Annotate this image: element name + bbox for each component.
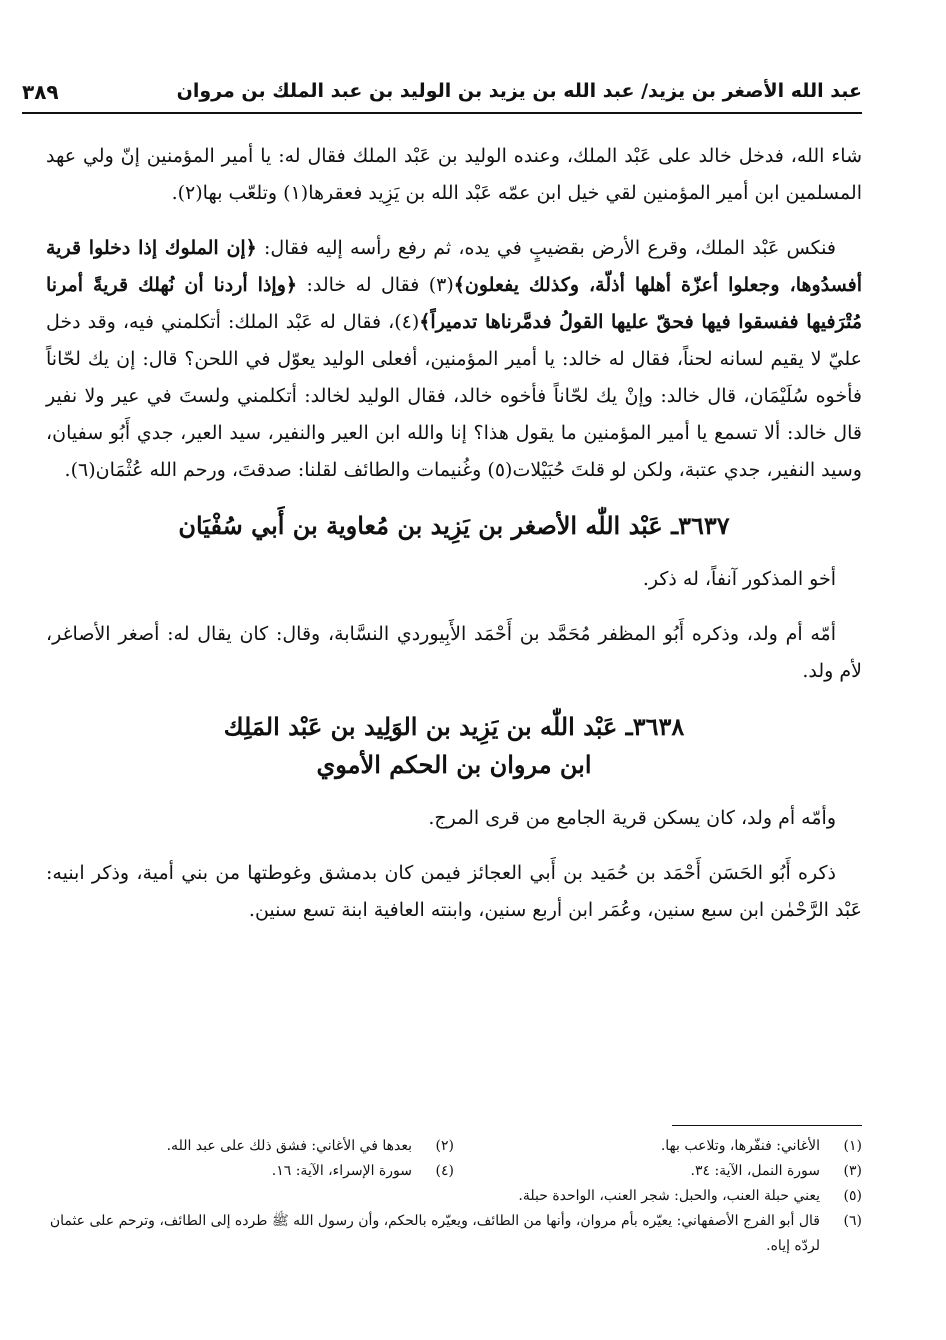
text-run: (٣) فقال له خالد: bbox=[297, 274, 454, 296]
footnote bbox=[46, 1134, 454, 1159]
paragraph: وأمّه أم ولد، كان يسكن قرية الجامع من قرى المرج. bbox=[428, 807, 836, 829]
entry-heading-line: ٣٦٣٨ـ عَبْد اللّٰه بن يَزِيد بن الوَلِيد بن عَبْد المَلِك bbox=[223, 712, 685, 741]
footnote-text: سورة الإسراء، الآية: ١٦. bbox=[271, 1163, 412, 1179]
footnote-text: بعدها في الأغاني: فشق ذلك على عبد الله. bbox=[166, 1138, 412, 1154]
main-text bbox=[46, 138, 862, 947]
footnote-number: (١) bbox=[843, 1138, 862, 1154]
footnote-row bbox=[46, 1184, 862, 1209]
footnote bbox=[46, 1184, 862, 1209]
text-run: فنكس عَبْد الملك، وقرع الأرض بقضيبٍ في يده، ثم رفع رأسه إليه فقال: bbox=[256, 237, 836, 259]
paragraph: ذكره أَبُو الحَسَن أَحْمَد بن حُمَيد بن أَبي العجائز فيمن كان بدمشق وغوطتها من بني أمية، وذكر ابنيه: عَبْد الرَّحْمٰن ابن سبع سنين، وعُمَر ابن أربع سنين، وابنته العافية ابنة تسع سنين. bbox=[46, 862, 862, 921]
footnote-separator bbox=[672, 1125, 862, 1126]
footnote-text: يعني حبلة العنب، والحبل: شجر العنب، الواحدة حبلة. bbox=[518, 1188, 820, 1204]
entry-heading: ٣٦٣٧ـ عَبْد اللّٰه الأصغر بن يَزِيد بن مُعاوية بن أَبي سُفْيَان bbox=[178, 511, 730, 540]
paragraph bbox=[46, 230, 862, 489]
footnote bbox=[46, 1209, 862, 1259]
text-run: (٤)، فقال له عَبْد الملك: أتكلمني فيه، وقد دخل عليّ لا يقيم لسانه لحناً، فقال له خالد: يا أمير المؤمنين، أفعلى الوليد يعوّل في اللحن؟ قال: إن يك لحّاناً فأخوه سُلَيْمَان، قال خالد: وإنْ يك لحّاناً فأخوه خالد، فقال الوليد لخالد: أتكلمني ولستَ في عير ولا نفير قال خالد: ألا تسمع يا أمير المؤمنين ما يقول هذا؟ إنا والله ابن العير والنفير، سيد العير، جدي أَبُو سفيان، وسيد النفير، جدي عتبة، ولكن لو قلتَ حُبَيْلات(٥) وغُنيمات والطائف لقلنا: صدقتَ، ورحم الله عُثْمَان(٦). bbox=[46, 311, 862, 481]
entry-heading-line: ابن مروان بن الحكم الأموي bbox=[316, 750, 592, 779]
paragraph: أمّه أم ولد، وذكره أَبُو المظفر مُحَمَّد بن أَحْمَد الأَبِيوردي النسَّابة، وقال: كان يقال له: أصغر الأصاغر، لأم ولد. bbox=[46, 623, 862, 682]
footnote-row bbox=[46, 1134, 862, 1159]
page-number: ٣٨٩ bbox=[22, 80, 59, 104]
footnote-text: الأغاني: فنفّرها، وتلاعب بها. bbox=[660, 1138, 820, 1154]
footnote-row bbox=[46, 1209, 862, 1259]
footnote-row bbox=[46, 1159, 862, 1184]
footnote-number: (٥) bbox=[843, 1188, 862, 1204]
quran-quote: ﴿وإذا أردنا أن نُهلك قريةً أمرنا مُتْرَفيها ففسقوا فيها فحقّ عليها القولُ فدمَّرناها تدميراً﴾ bbox=[46, 274, 862, 333]
quran-quote: ﴿إن الملوك إذا دخلوا قرية أفسدُوها، وجعلوا أعزّة أهلها أذلّة، وكذلك يفعلون﴾ bbox=[46, 237, 862, 296]
footnotes bbox=[46, 1134, 862, 1259]
footnote-number: (٦) bbox=[843, 1213, 862, 1229]
paragraph: شاء الله، فدخل خالد على عَبْد الملك، وعنده الوليد بن عَبْد الملك فقال له: يا أمير المؤمنين إنّ ولي عهد المسلمين ابن أمير المؤمنين لقي خيل ابن عمّه عَبْد الله بن يَزِيد فعقرها(١) وتلعّب بها(٢). bbox=[46, 145, 862, 204]
footnote bbox=[454, 1159, 862, 1184]
footnote-number: (٣) bbox=[843, 1163, 862, 1179]
footnote-number: (٢) bbox=[435, 1138, 454, 1154]
page-header bbox=[22, 76, 862, 110]
footnote-text: سورة النمل، الآية: ٣٤. bbox=[690, 1163, 820, 1179]
footnote bbox=[454, 1134, 862, 1159]
running-title: عبد الله الأصغر بن يزيد/ عبد الله بن يزيد بن الوليد بن عبد الملك بن مروان bbox=[176, 80, 862, 102]
footnote-text: قال أبو الفرج الأصفهاني: يعيّره بأم مروان، وأنها من الطائف، ويعيّره بالحكم، وأن رسول الله ﷺ طرده إلى الطائف، وترحم على عثمان لردّه إياه. bbox=[49, 1213, 820, 1254]
footnote bbox=[46, 1159, 454, 1184]
header-rule bbox=[22, 112, 862, 114]
entry-heading bbox=[46, 708, 862, 784]
footnote-number: (٤) bbox=[435, 1163, 454, 1179]
paragraph: أخو المذكور آنفاً، له ذكر. bbox=[642, 568, 836, 590]
